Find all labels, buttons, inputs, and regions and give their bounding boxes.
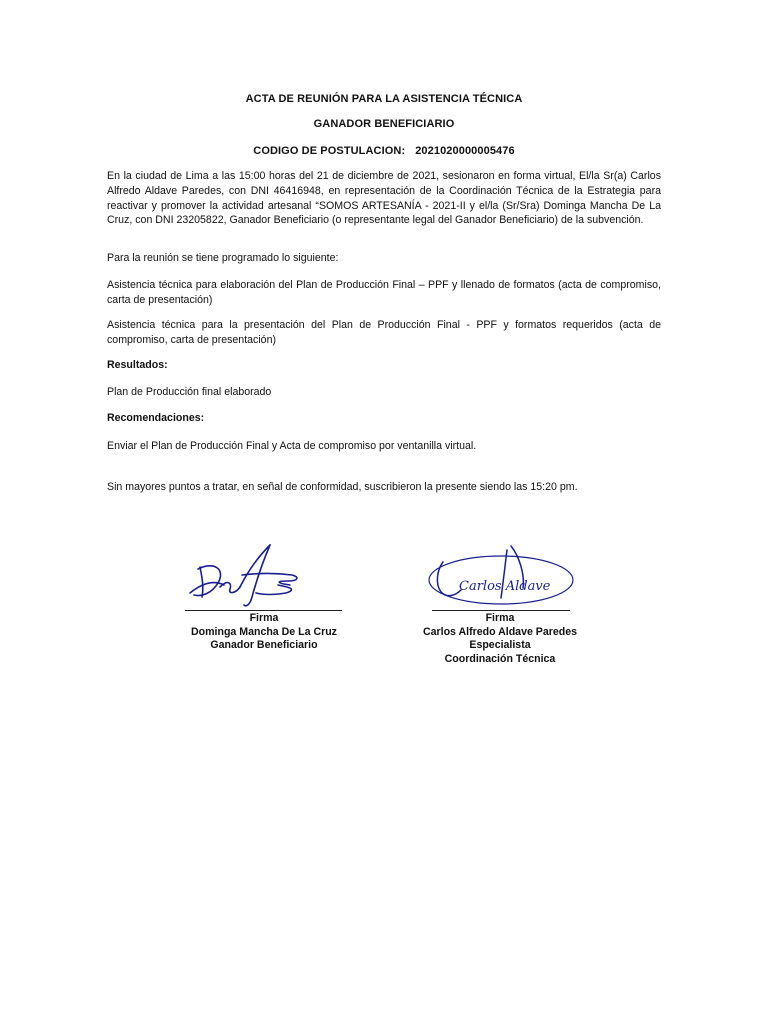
- signature-right-name: Carlos Alfredo Aldave Paredes: [422, 625, 578, 638]
- postulation-code-label: CODIGO DE POSTULACION:: [253, 145, 406, 157]
- signature-block-left: [170, 612, 358, 653]
- signature-right-position: Especialista: [469, 639, 531, 652]
- signature-right-handwriting: Carlos Aldave: [459, 579, 551, 594]
- signature-left-image: [180, 535, 320, 615]
- intro-paragraph: En la ciudad de Lima a las 15:00 horas del 21 de diciembre de 2021, sesionaron en forma virtual, El/la Sr(a) Carlos Alfredo Aldave Paredes, con DNI 46416948, en representación de la Coordinación Técnica de la Estrategia para reactivar y promover la actividad artesanal “SOMOS ARTESANÍA - 2021-II y el/la (Sr/Sra) Dominga Mancha De La Cruz, con DNI 23205822, Ganador Beneficiario (o representante legal del Ganador Beneficiario) de la subvención.: [107, 170, 661, 227]
- agenda-item-1: Asistencia técnica para elaboración del Plan de Producción Final – PPF y llenado de formatos (acta de compromiso, carta de presentación): [107, 279, 661, 306]
- signature-right-label: Firma: [485, 612, 515, 624]
- signature-left-name: Dominga Mancha De La Cruz: [191, 625, 337, 638]
- closing-paragraph: Sin mayores puntos a tratar, en señal de conformidad, suscribieron la presente siendo las 15:20 pm.: [107, 481, 578, 493]
- document-subtitle: GANADOR BENEFICIARIO: [313, 118, 455, 130]
- postulation-code: [0, 145, 768, 157]
- results-text: Plan de Producción final elaborado: [107, 386, 272, 398]
- signature-left-role: Ganador Beneficiario: [210, 639, 318, 652]
- signature-line-left: [185, 610, 342, 611]
- recommendations-heading: Recomendaciones:: [107, 412, 205, 424]
- agenda-item-2: Asistencia técnica para la presentación del Plan de Producción Final - PPF y formatos requeridos (acta de compromiso, carta de presentación): [107, 319, 661, 346]
- signature-left-label: Firma: [249, 612, 279, 624]
- signature-line-right: [432, 610, 570, 611]
- program-intro: Para la reunión se tiene programado lo siguiente:: [107, 252, 339, 264]
- recommendations-text: Enviar el Plan de Producción Final y Acta de compromiso por ventanilla virtual.: [107, 440, 477, 452]
- signature-right-image: [425, 540, 585, 615]
- postulation-code-value: 2021020000005476: [415, 145, 515, 157]
- document-title: ACTA DE REUNIÓN PARA LA ASISTENCIA TÉCNICA: [245, 93, 523, 105]
- signature-block-right: [410, 612, 590, 666]
- signature-right-role: Coordinación Técnica: [444, 652, 556, 665]
- results-heading: Resultados:: [107, 359, 168, 371]
